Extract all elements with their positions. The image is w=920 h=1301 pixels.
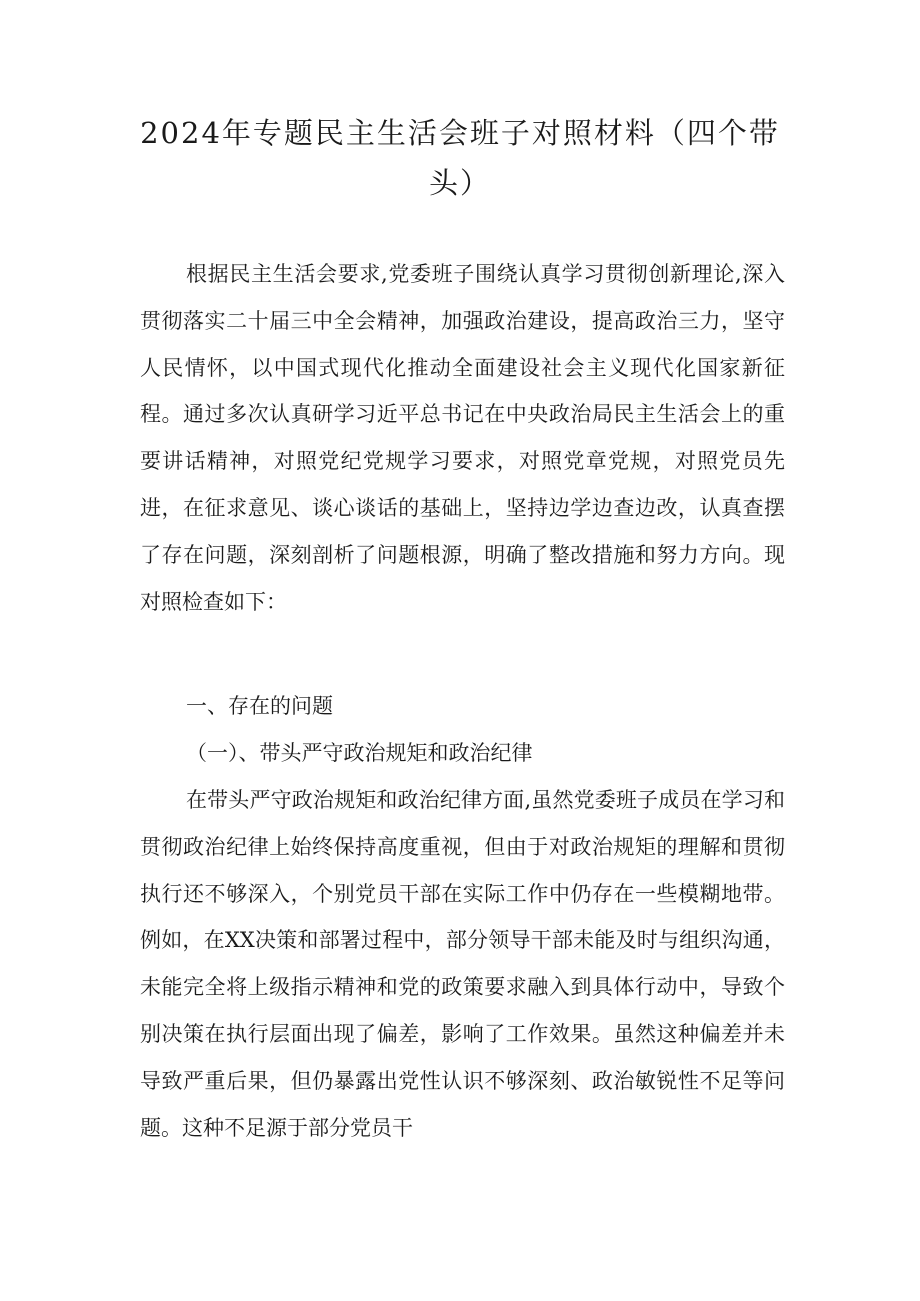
intro-paragraph: 根据民主生活会要求,党委班子围绕认真学习贯彻创新理论,深入贯彻落实二十届三中全会精神，加强政治建设，提高政治三力，坚守人民情怀，以中国式现代化推动全面建设社会主义现代化国家新征程。通过多次认真研学习近平总书记在中央政治局民主生活会上的重要讲话精神，对照党纪党规学习要求，对照党章党规，对照党员先进，在征求意见、谈心谈话的基础上，坚持边学边查边改，认真查摆了存在问题，深刻剖析了问题根源，明确了整改措施和努力方向。现对照检查如下： [140, 262, 785, 614]
section-heading: 一、存在的问题 [186, 694, 333, 718]
document-title: 2024年专题民主生活会班子对照材料（四个带头） [140, 116, 780, 200]
body-paragraph: 在带头严守政治规矩和政治纪律方面,虽然党委班子成员在学习和贯彻政治纪律上始终保持高度重视，但由于对政治规矩的理解和贯彻执行还不够深入，个别党员干部在实际工作中仍存在一些模糊地带。例如，在XX决策和部署过程中，部分领导干部未能及时与组织沟通，未能完全将上级指示精神和党的政策要求融入到具体行动中，导致个别决策在执行层面出现了偏差，影响了工作效果。虽然这种偏差并未导致严重后果，但仍暴露出党性认识不够深刻、政治敏锐性不足等问题。这种不足源于部分党员干 [140, 788, 785, 1140]
subsection-heading: （一）、带头严守政治规矩和政治纪律 [186, 741, 533, 765]
